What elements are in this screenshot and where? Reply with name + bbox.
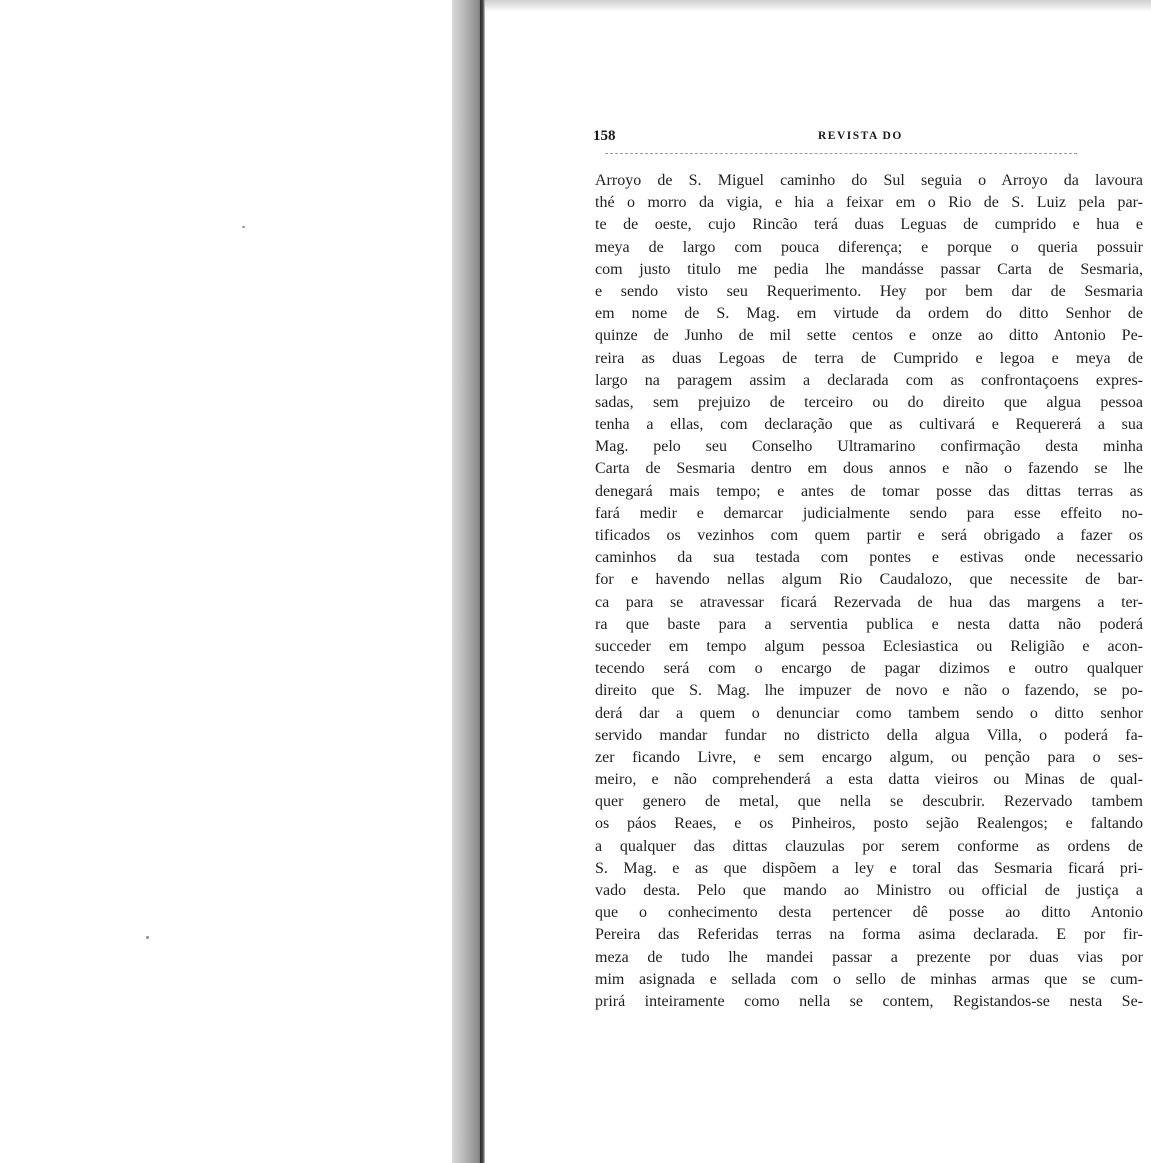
text-line: tificados os vezinhos com quem partir e será obrigado a fazer os [595, 527, 1143, 544]
running-head [593, 128, 1073, 152]
text-line: a qualquer das dittas clauzulas por serem conforme as ordens de [595, 837, 1143, 855]
text-line: Mag. pelo seu Conselho Ultramarino confirmação desta minha [595, 438, 1143, 456]
text-line: vado desta. Pelo que mando ao Ministro ou official de justiça a [595, 882, 1143, 899]
text-line: os páos Reaes, e os Pinheiros, posto sejão Realengos; e faltando [595, 815, 1143, 833]
text-line: te de oeste, cujo Rincão terá duas Leguas de cumprido e hua e [595, 216, 1143, 234]
text-line: em nome de S. Mag. em virtude da ordem do ditto Senhor de [595, 305, 1143, 323]
scan-speck [146, 936, 149, 939]
text-line: meya de largo com pouca diferença; e porque o queria possuir [595, 238, 1143, 256]
text-line: meiro, e não comprehenderá a esta datta vieiros ou Minas de qual- [595, 771, 1143, 789]
text-line: fará medir e demarcar judicialmente sendo para esse effeito no- [595, 504, 1143, 522]
text-line: sadas, sem prejuizo de terceiro ou do direito que algua pessoa [595, 393, 1143, 411]
text-line: tecendo será com o encargo de pagar dizimos e outro qualquer [595, 660, 1143, 678]
text-line: servido mandar fundar no districto della algua Villa, o poderá fa- [595, 726, 1143, 744]
text-line: prirá inteiramente como nella se contem, Registandos-se nesta Se- [595, 992, 1143, 1010]
page-number: 158 [593, 128, 616, 144]
text-line: quinze de Junho de mil sette centos e onze ao ditto Antonio Pe- [595, 327, 1143, 345]
text-line: Pereira das Referidas terras na forma asima declarada. E por fir- [595, 926, 1143, 944]
text-line: S. Mag. e as que dispõem a ley e toral das Sesmaria ficará pri- [595, 859, 1143, 877]
left-blank-margin [0, 0, 452, 1163]
header-rule [605, 153, 1077, 154]
text-line: tenha a ellas, com declaração que as cultivará e Requererá a sua [595, 416, 1143, 434]
text-line: Arroyo de S. Miguel caminho do Sul seguia o Arroyo da lavoura [595, 172, 1143, 189]
text-line: denegará mais tempo; e antes de tomar posse das dittas terras as [595, 482, 1143, 500]
text-line: quer genero de metal, que nella se descubrir. Rezervado tambem [595, 793, 1143, 811]
text-line: mim asignada e sellada com o sello de minhas armas que se cum- [595, 970, 1143, 988]
text-line: meza de tudo lhe mandei passar a prezente por duas vias por [595, 948, 1143, 966]
text-line: thé o morro da vigia, e hia a feixar em o Rio de S. Luiz pela par- [595, 194, 1143, 212]
text-line: derá dar a quem o denunciar como tambem sendo o ditto senhor [595, 704, 1143, 722]
text-line: reira as duas Legoas de terra de Cumprido e legoa e meya de [595, 349, 1143, 367]
scan-speck [242, 226, 245, 228]
book-page [485, 0, 1151, 1163]
text-line: ra que baste para a serventia publica e nesta datta não poderá [595, 615, 1143, 633]
text-line: caminhos da sua testada com pontes e estivas onde necessario [595, 549, 1143, 567]
binding-gutter [452, 0, 482, 1163]
text-line: largo na paragem assim a declarada com as confrontaçoens expres- [595, 371, 1143, 389]
text-line: Carta de Sesmaria dentro em dous annos e não o fazendo se lhe [595, 460, 1143, 478]
running-title: REVISTA DO [818, 130, 903, 142]
text-line: ca para se atravessar ficará Rezervada de hua das margens a ter- [595, 593, 1143, 611]
text-line: succeder em tempo algum pessoa Eclesiastica ou Religião e acon- [595, 637, 1143, 655]
text-line: for e havendo nellas algum Rio Caudalozo, que necessite de bar- [595, 571, 1143, 589]
text-line: direito que S. Mag. lhe impuzer de novo e não o fazendo, se po- [595, 682, 1143, 700]
text-line: com justo titulo me pedia lhe mandásse passar Carta de Sesmaria, [595, 260, 1143, 278]
body-text [595, 170, 1143, 1013]
text-line: e sendo visto seu Requerimento. Hey por bem dar de Sesmaria [595, 282, 1143, 300]
text-line: que o conhecimento desta pertencer dê posse ao ditto Antonio [595, 904, 1143, 922]
text-line: zer ficando Livre, e sem encargo algum, ou penção para o ses- [595, 748, 1143, 766]
